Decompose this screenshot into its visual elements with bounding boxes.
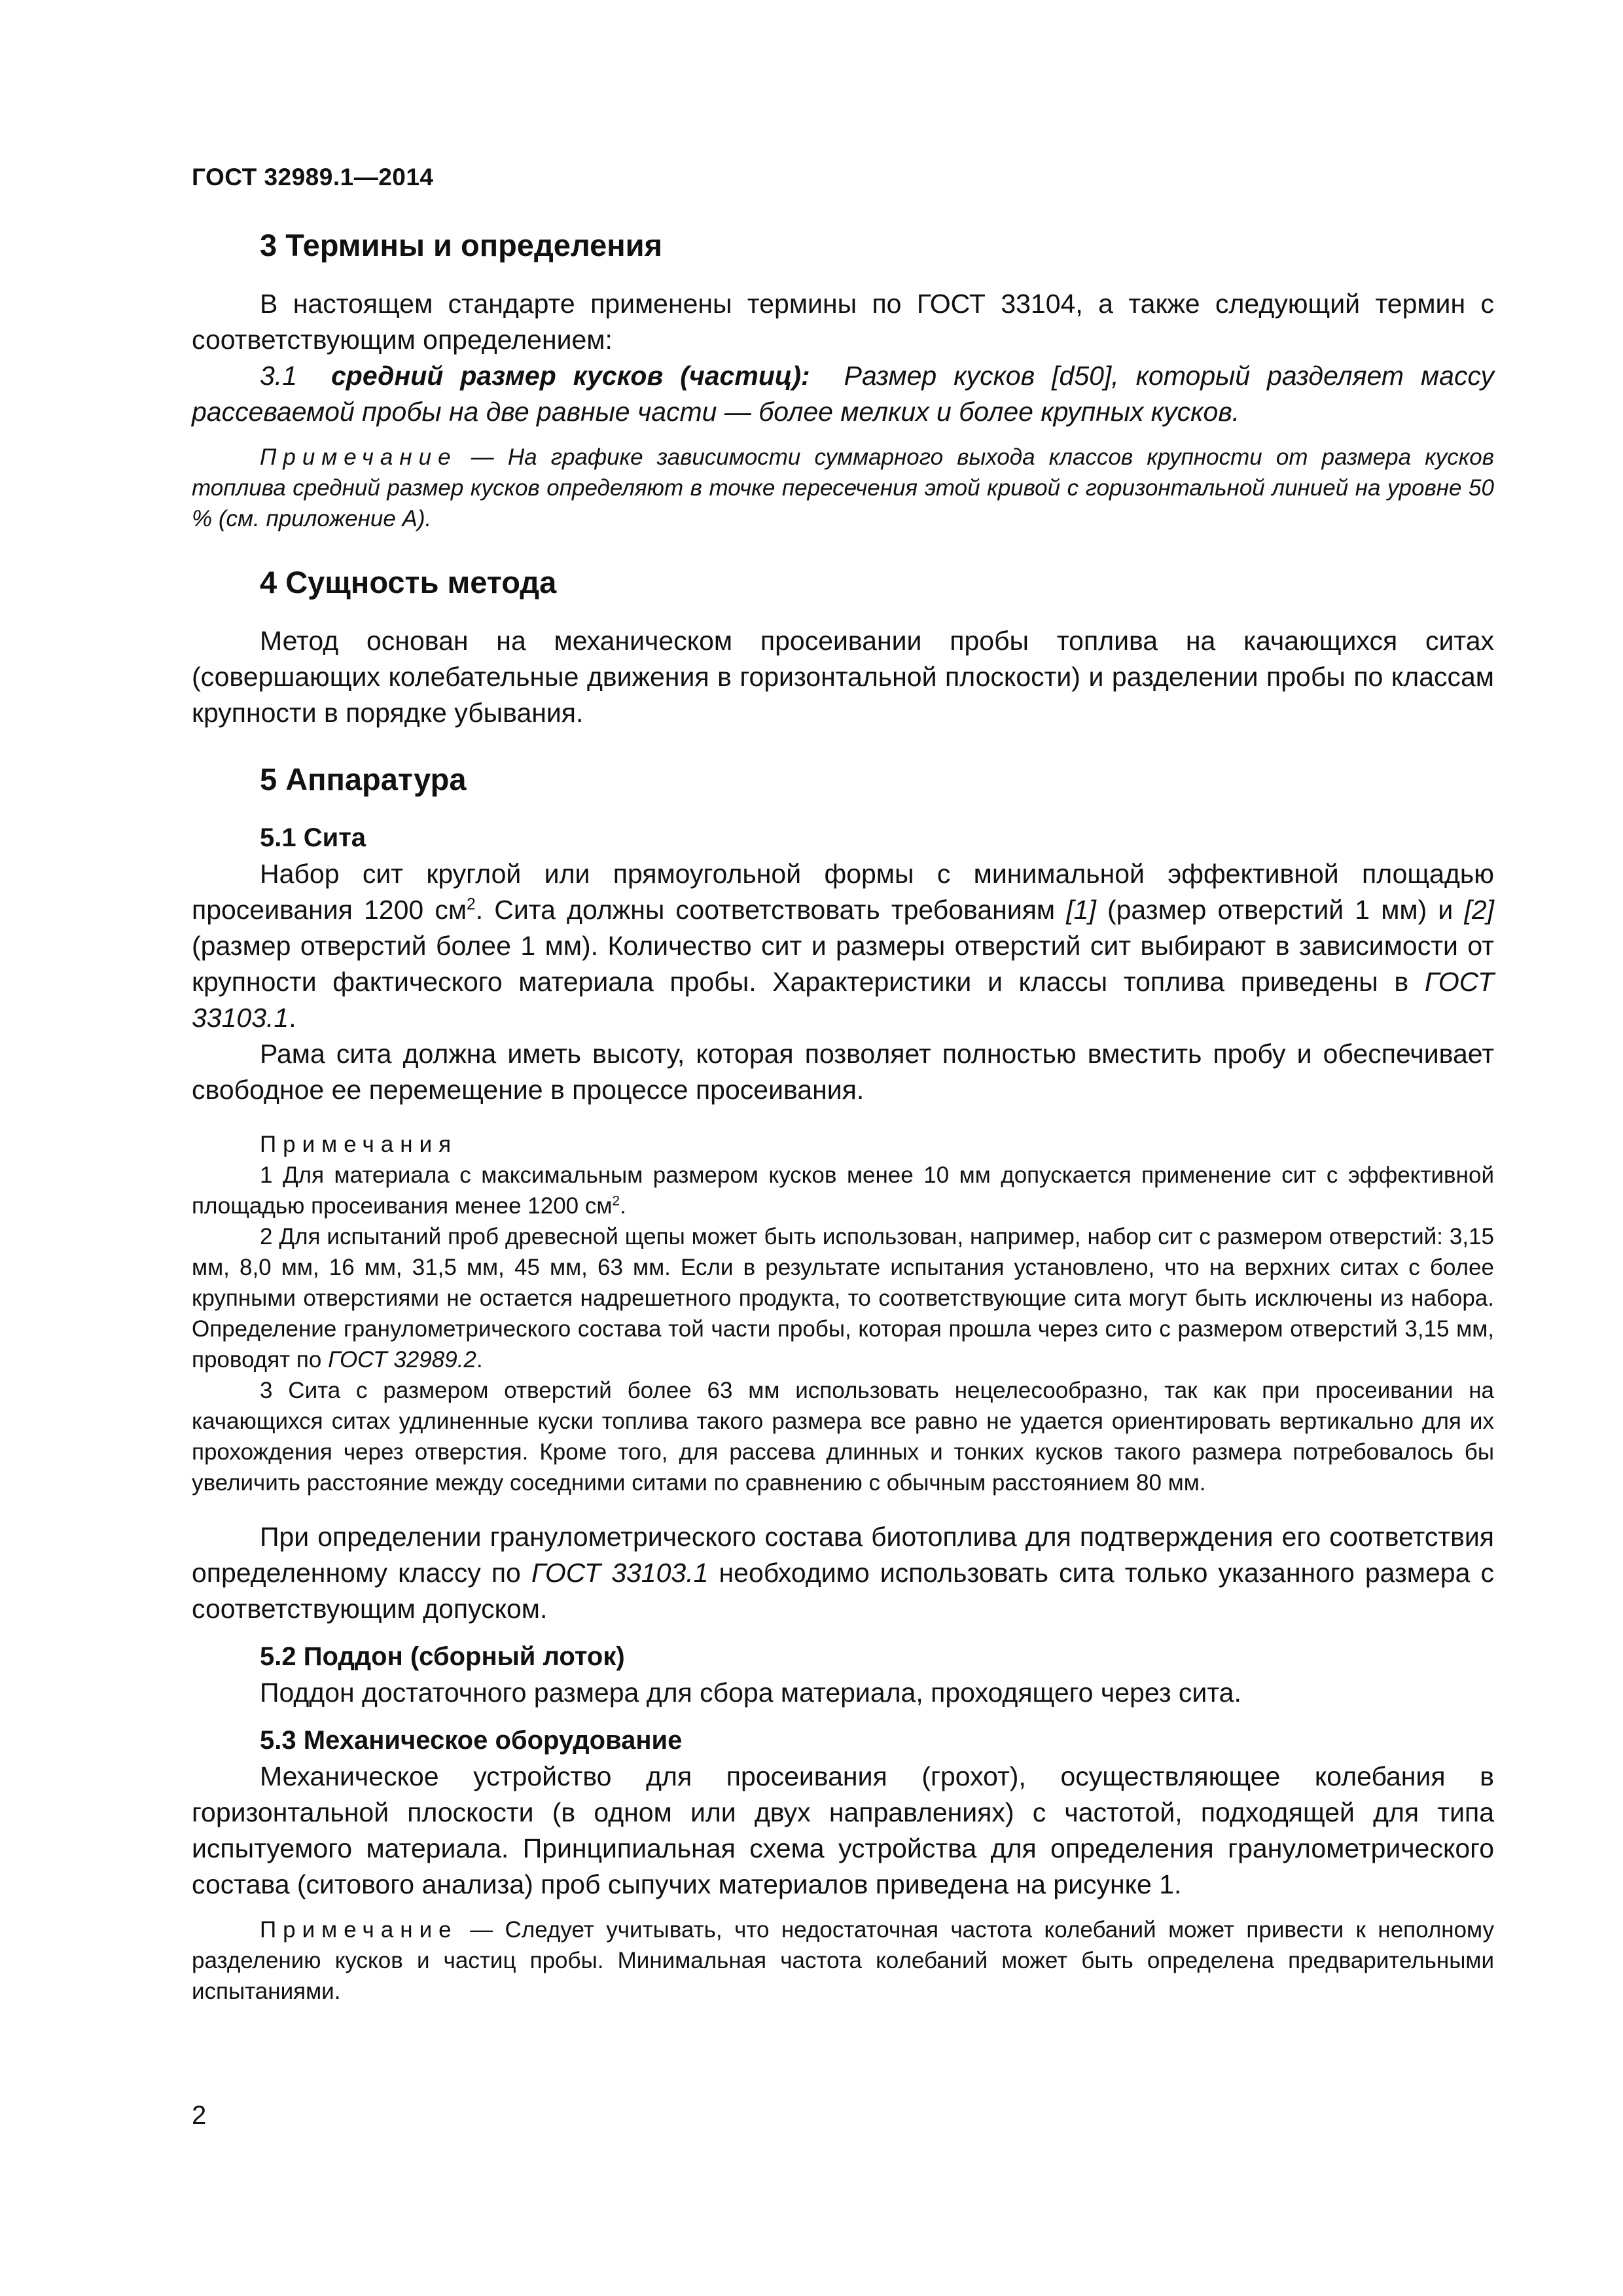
text-run: .	[476, 1347, 483, 1372]
text-run: .	[289, 1003, 296, 1033]
text-run: необходимо использовать сита только указанного размера с соответствующим допуском.	[192, 1558, 1494, 1624]
note-1	[192, 1160, 1494, 1221]
reference-link: ГОСТ 32989.2	[328, 1347, 476, 1372]
note-text: — На графике зависимости суммарного выхода классов крупности от размера кусков топлива средний размер кусков определяют в точке пересечения этой кривой с горизонтальной линией на уровне 50 % (см. приложение А).	[192, 444, 1494, 531]
reference-link: ГОСТ 33103.1	[192, 967, 1494, 1033]
section-3-intro: В настоящем стандарте применены термины по ГОСТ 33104, а также следующий термин с соответствующим определением:	[192, 289, 1494, 355]
term-definition-text: Размер кусков [d50], который разделяет массу рассеваемой пробы на две равные части — более мелких и более крупных кусков.	[192, 361, 1494, 427]
section-3-note	[192, 442, 1494, 534]
text-run: (размер отверстий 1 мм) и	[1096, 895, 1465, 925]
notes-title: Примечания	[260, 1132, 458, 1157]
superscript: 2	[612, 1193, 620, 1209]
section-4-text: Метод основан на механическом просеивании пробы топлива на качающихся ситах (совершающих колебательные движения в горизонтальной плоскости) и разделении пробы по классам крупности в порядке убывания.	[192, 626, 1494, 728]
text-run: (размер отверстий более 1 мм). Количество сит и размеры отверстий сит выбирают в зависимости от крупности фактического материала пробы. Характеристики и классы топлива приведены в	[192, 931, 1494, 997]
subsection-5-2-heading: 5.2 Поддон (сборный лоток)	[260, 1642, 625, 1671]
document-code: ГОСТ 32989.1—2014	[192, 164, 434, 190]
subsection-5-2-text: Поддон достаточного размера для сбора материала, проходящего через сита.	[260, 1677, 1241, 1708]
subsection-5-1-paragraph-1	[192, 856, 1494, 1036]
term-name: средний размер кусков (частиц):	[331, 361, 810, 391]
text-run: . Сита должны соответствовать требованиям	[475, 895, 1067, 925]
text-run: Набор сит круглой или прямоугольной формы с минимальной эффективной площадью просеивания 1200 см	[192, 859, 1494, 925]
section-4-heading: 4 Сущность метода	[260, 565, 557, 600]
subsection-5-1-heading: 5.1 Сита	[260, 823, 366, 852]
superscript: 2	[467, 895, 476, 914]
subsection-5-1-paragraph-3	[192, 1519, 1494, 1627]
text-run: При определении гранулометрического состава биотоплива для подтверждения его соответствия определенному классу по	[192, 1522, 1494, 1588]
reference-link: [2]	[1464, 895, 1495, 925]
reference-link: [1]	[1066, 895, 1096, 925]
page-number: 2	[192, 2101, 207, 2130]
text-run: 1 Для материала с максимальным размером кусков менее 10 мм допускается применение сит с эффективной площадью просеивания менее 1200 см	[192, 1162, 1494, 1219]
note-3: 3 Сита с размером отверстий более 63 мм использовать нецелесообразно, так как при просеивании на качающихся ситах удлиненные куски топлива такого размера все равно не удается ориентировать вертикально для их прохождения через отверстия. Кроме того, для рассева длинных и тонких кусков такого размера потребовалось бы увеличить расстояние между соседними ситами по сравнению с обычным расстоянием 80 мм.	[192, 1378, 1494, 1496]
section-3-heading: 3 Термины и определения	[260, 228, 662, 262]
reference-link: ГОСТ 33103.1	[531, 1558, 709, 1588]
subsection-5-1-paragraph-2: Рама сита должна иметь высоту, которая позволяет полностью вместить пробу и обеспечивает свободное ее перемещение в процессе просеивания.	[192, 1039, 1494, 1105]
text-run: .	[620, 1193, 626, 1219]
term-number: 3.1	[260, 361, 297, 391]
page-content	[192, 226, 1494, 2007]
term-definition	[192, 358, 1494, 430]
note-label: Примечание	[260, 1917, 458, 1943]
subsection-5-3-note	[192, 1914, 1494, 2007]
subsection-5-3-heading: 5.3 Механическое оборудование	[260, 1726, 683, 1755]
note-label: Примечание	[260, 444, 457, 470]
note-text: — Следует учитывать, что недостаточная частота колебаний может привести к неполному разделению кусков и частиц пробы. Минимальная частота колебаний может быть определена предварительными испытаниями.	[192, 1917, 1495, 2004]
text-run: 2 Для испытаний проб древесной щепы может быть использован, например, набор сит с размером отверстий: 3,15 мм, 8,0 мм, 16 мм, 31,5 мм, 45 мм, 63 мм. Если в результате испытания установлено, что на верхних ситах с более крупными отверстиями не остается надрешетного продукта, то соответствующие сита могут быть исключены из набора. Определение гранулометрического состава той части пробы, которая прошла через сито с размером отверстий 3,15 мм, проводят по	[192, 1224, 1494, 1372]
section-5-heading: 5 Аппаратура	[260, 762, 467, 797]
note-2	[192, 1221, 1494, 1375]
subsection-5-3-text: Механическое устройство для просеивания (грохот), осуществляющее колебания в горизонтальной плоскости (в одном или двух направлениях) с частотой, подходящей для типа испытуемого материала. Принципиальная схема устройства для определения гранулометрического состава (ситового анализа) проб сыпучих материалов приведена на рисунке 1.	[192, 1761, 1494, 1899]
